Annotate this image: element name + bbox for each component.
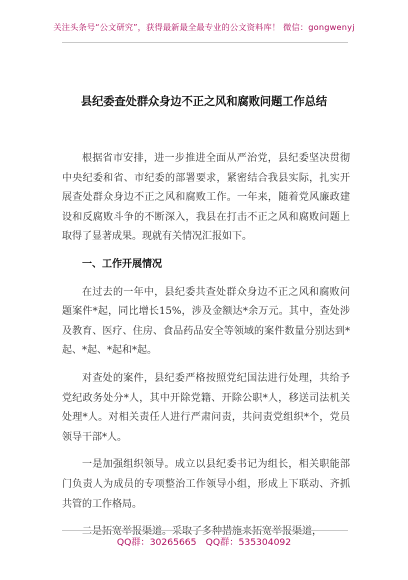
document-title: 县纪委查处群众身边不正之风和腐败问题工作总结 xyxy=(80,94,328,108)
footer-qq-groups: QQ群：30265665 QQ群：535304092 xyxy=(116,537,292,548)
body-paragraph: 一是加强组织领导。成立以县纪委书记为组长，相关职能部门负责人为成员的专项整治工作领导小组，形成上下联动、齐抓共管的工作格局。 xyxy=(62,459,350,510)
section-heading: 一、工作开展情况 xyxy=(82,258,162,270)
document-body xyxy=(62,149,350,542)
body-paragraph: 在过去的一年中，县纪委共查处群众身边不正之风和腐败问题案件*起，同比增长15%，涉及金额达*余万元。其中，查处涉及教育、医疗、住房、食品药品安全等领域的案件数量分别达到*起、*起、*起和*起。 xyxy=(62,286,350,357)
footer-divider xyxy=(62,530,348,531)
promo-banner[interactable]: 关注头条号“公文研究”，获得最新最全最专业的公文资料库！ 微信：gongwenyj xyxy=(53,22,355,32)
intro-paragraph: 根据省市安排，进一步推进全面从严治党，县纪委坚决贯彻中央纪委和省、市纪委的部署要求，紧密结合我县实际，扎实开展查处群众身边不正之风和腐败工作。一年来，随着党风廉政建设和反腐败斗争的不断深入，我县在打击不正之风和腐败问题上取得了显著成果。现就有关情况汇报如下。 xyxy=(62,153,350,243)
body-paragraph: 对查处的案件，县纪委严格按照党纪国法进行处理，共给予党纪政务处分*人，其中开除党籍、开除公职*人，移送司法机关处理*人。对相关责任人进行严肃问责，共问责党组织*个，党员领导干部*人。 xyxy=(62,372,350,443)
header-divider xyxy=(62,42,348,43)
body-paragraph: 二是拓宽举报渠道。采取了多种措施来拓宽举报渠道， xyxy=(82,526,322,538)
